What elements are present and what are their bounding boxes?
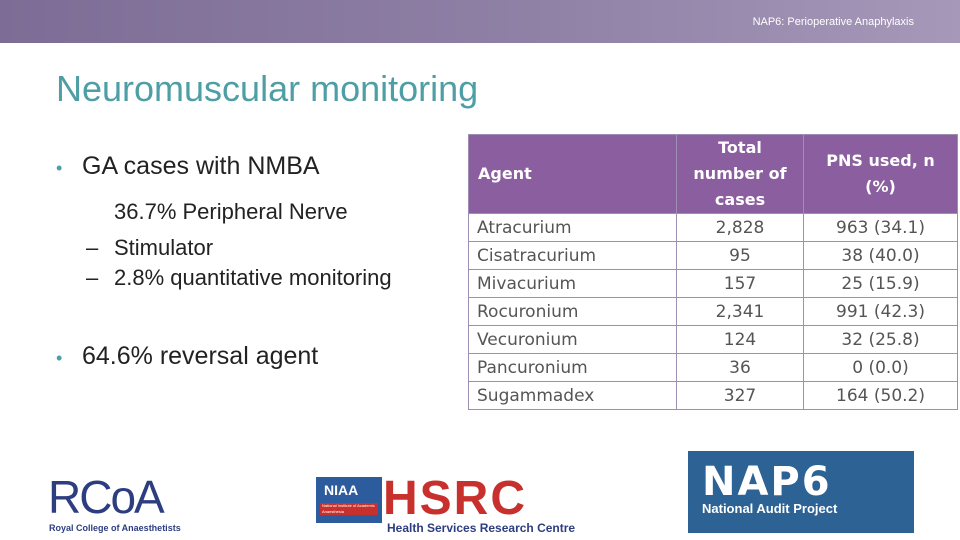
niaa-logo-subtitle: National Institute of Academic Anaesthesia <box>320 503 378 515</box>
table-row <box>469 298 958 326</box>
cell-total: 2,341 <box>677 298 804 326</box>
column-header-agent: Agent <box>469 135 677 214</box>
sub-bullet-item <box>86 194 426 266</box>
table-row <box>469 242 958 270</box>
cell-pns: 32 (25.8) <box>804 326 958 354</box>
table-row <box>469 354 958 382</box>
rcoa-logo-mark: RCoA <box>48 471 163 523</box>
hsrc-logo <box>383 472 576 537</box>
cell-agent: Atracurium <box>469 214 677 242</box>
header-title: NAP6: Perioperative Anaphylaxis <box>752 16 914 28</box>
hsrc-logo-mark: HSRC <box>383 472 528 525</box>
sub-bullet-item <box>86 265 476 291</box>
cell-agent: Vecuronium <box>469 326 677 354</box>
cell-total: 36 <box>677 354 804 382</box>
cell-total: 2,828 <box>677 214 804 242</box>
cell-agent: Pancuronium <box>469 354 677 382</box>
cell-agent: Sugammadex <box>469 382 677 410</box>
dash-icon: – <box>86 235 99 260</box>
bullet-text: 64.6% reversal agent <box>82 342 319 370</box>
bullet-icon: • <box>56 158 63 178</box>
nap6-logo-subtitle: National Audit Project <box>702 501 838 516</box>
column-header-pns: PNS used, n (%) <box>804 135 958 214</box>
niaa-logo <box>316 477 382 523</box>
rcoa-logo <box>48 471 188 536</box>
table-row <box>469 326 958 354</box>
cell-pns: 164 (50.2) <box>804 382 958 410</box>
bullet-item <box>56 152 446 181</box>
cell-pns: 0 (0.0) <box>804 354 958 382</box>
table-row <box>469 214 958 242</box>
pns-usage-table <box>468 134 958 410</box>
cell-pns: 991 (42.3) <box>804 298 958 326</box>
cell-total: 95 <box>677 242 804 270</box>
dash-icon: – <box>86 265 99 290</box>
cell-pns: 38 (40.0) <box>804 242 958 270</box>
cell-total: 327 <box>677 382 804 410</box>
bullet-item <box>56 342 446 371</box>
cell-pns: 25 (15.9) <box>804 270 958 298</box>
bullet-text: GA cases with NMBA <box>82 152 320 180</box>
cell-total: 157 <box>677 270 804 298</box>
bullet-icon: • <box>56 348 63 368</box>
header-bar <box>0 0 960 43</box>
cell-agent: Cisatracurium <box>469 242 677 270</box>
table-row <box>469 270 958 298</box>
cell-agent: Rocuronium <box>469 298 677 326</box>
nap6-logo-mark: NAP6 <box>702 459 832 505</box>
hsrc-logo-subtitle: Health Services Research Centre <box>387 521 576 535</box>
column-header-total: Total number of cases <box>677 135 804 214</box>
cell-total: 124 <box>677 326 804 354</box>
sub-bullet-text: 36.7% Peripheral Nerve Stimulator <box>114 199 348 260</box>
cell-agent: Mivacurium <box>469 270 677 298</box>
table-row <box>469 382 958 410</box>
slide-title: Neuromuscular monitoring <box>56 68 479 109</box>
sub-bullet-text: 2.8% quantitative monitoring <box>114 265 392 290</box>
niaa-logo-mark: NIAA <box>324 482 359 498</box>
cell-pns: 963 (34.1) <box>804 214 958 242</box>
rcoa-logo-subtitle: Royal College of Anaesthetists <box>49 523 181 533</box>
table-header-row <box>469 135 958 214</box>
nap6-logo <box>688 451 914 533</box>
